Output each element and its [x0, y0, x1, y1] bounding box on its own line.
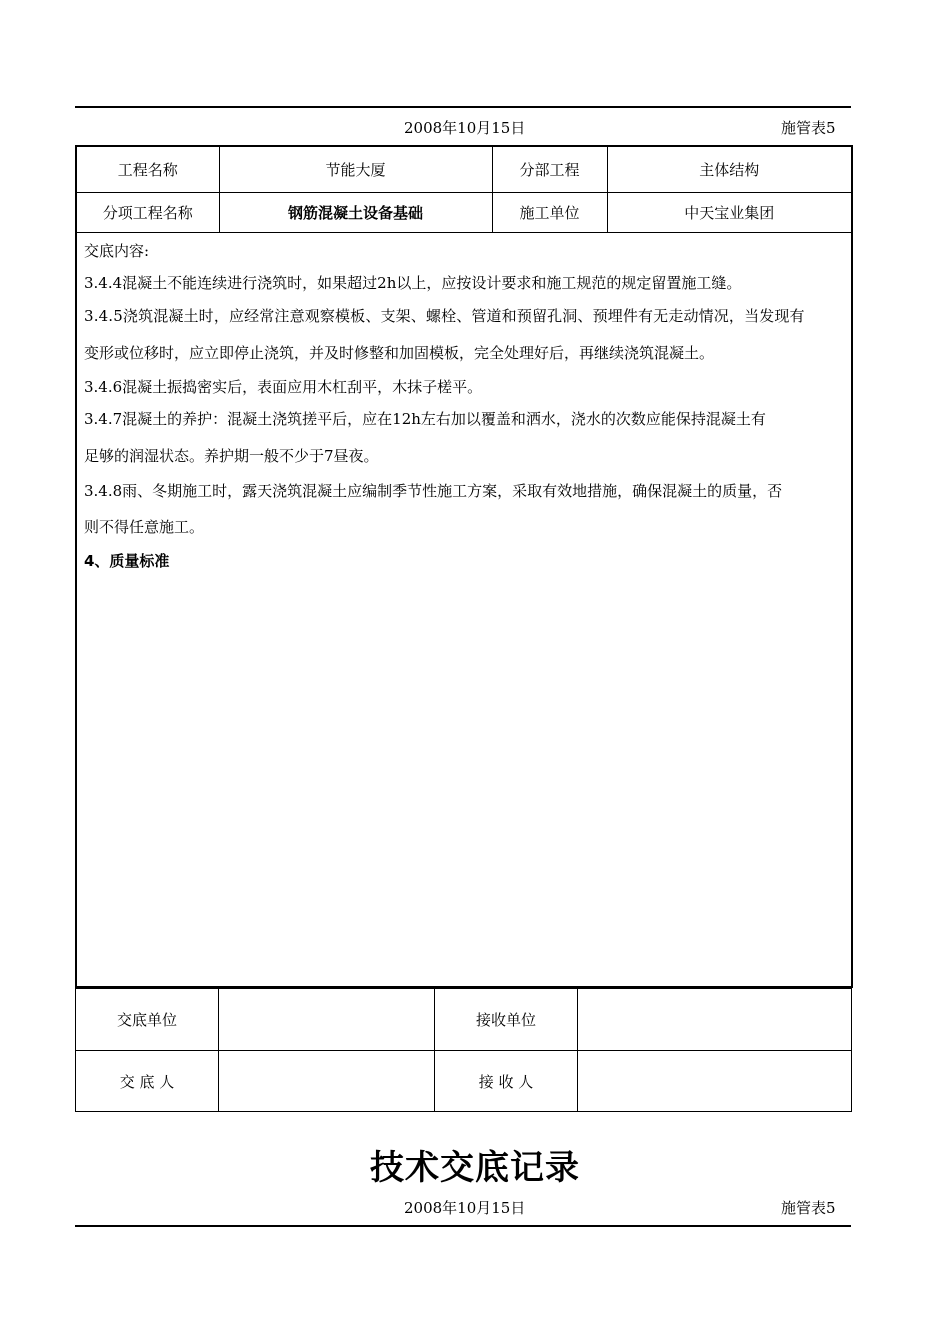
subitem-label: 分项工程名称	[76, 192, 219, 232]
info-row-subitem	[76, 192, 852, 232]
footer-form-number: 施管表5	[781, 1199, 836, 1217]
division-label: 分部工程	[492, 146, 607, 192]
footer-date: 2008年10月15日	[404, 1199, 526, 1217]
content-line: 足够的润湿状态。养护期一般不少于7昼夜。	[84, 447, 379, 465]
division-value: 主体结构	[607, 146, 852, 192]
project-name-label: 工程名称	[76, 146, 219, 192]
project-name-value: 节能大厦	[219, 146, 492, 192]
content-line: 变形或位移时，应立即停止浇筑，并及时修整和加固模板，完全处理好后，再继续浇筑混凝土。	[84, 344, 715, 362]
issuer-label: 交 底 人	[76, 1051, 219, 1112]
content-line: 则不得任意施工。	[84, 518, 205, 536]
signature-table	[75, 988, 852, 1112]
issuing-unit-field[interactable]	[219, 989, 435, 1051]
content-heading: 交底内容:	[84, 242, 150, 260]
info-row-project	[76, 146, 852, 192]
signature-row-unit	[76, 989, 852, 1051]
signature-row-person	[76, 1051, 852, 1112]
content-line: 3.4.8雨、冬期施工时，露天浇筑混凝土应编制季节性施工方案，采取有效地措施，确保混凝土的质量，否	[84, 482, 783, 500]
contractor-value: 中天宝业集团	[607, 192, 852, 232]
receiver-field[interactable]	[578, 1051, 852, 1112]
content-line: 3.4.7混凝土的养护：混凝土浇筑搓平后，应在12h左右加以覆盖和洒水，浇水的次数应能保持混凝土有	[84, 410, 766, 428]
header-form-number: 施管表5	[781, 119, 836, 137]
content-line: 3.4.5浇筑混凝土时，应经常注意观察模板、支架、螺栓、管道和预留孔洞、预埋件有无走动情况，当发现有	[84, 307, 805, 325]
section-heading-quality: 4、质量标准	[84, 552, 170, 570]
header-date: 2008年10月15日	[404, 119, 526, 137]
receiving-unit-field[interactable]	[578, 989, 852, 1051]
receiving-unit-label: 接收单位	[435, 989, 578, 1051]
subitem-value: 钢筋混凝土设备基础	[219, 192, 492, 232]
issuer-field[interactable]	[219, 1051, 435, 1112]
issuing-unit-label: 交底单位	[76, 989, 219, 1051]
contractor-label: 施工单位	[492, 192, 607, 232]
receiver-label: 接 收 人	[435, 1051, 578, 1112]
top-rule	[75, 106, 851, 108]
content-line: 3.4.4混凝土不能连续进行浇筑时，如果超过2h以上，应按设计要求和施工规范的规定留置施工缝。	[84, 274, 742, 292]
content-line: 3.4.6混凝土振捣密实后，表面应用木杠刮平，木抹子槎平。	[84, 378, 483, 396]
document-title: 技术交底记录	[370, 1148, 580, 1188]
bottom-rule	[75, 1225, 851, 1227]
